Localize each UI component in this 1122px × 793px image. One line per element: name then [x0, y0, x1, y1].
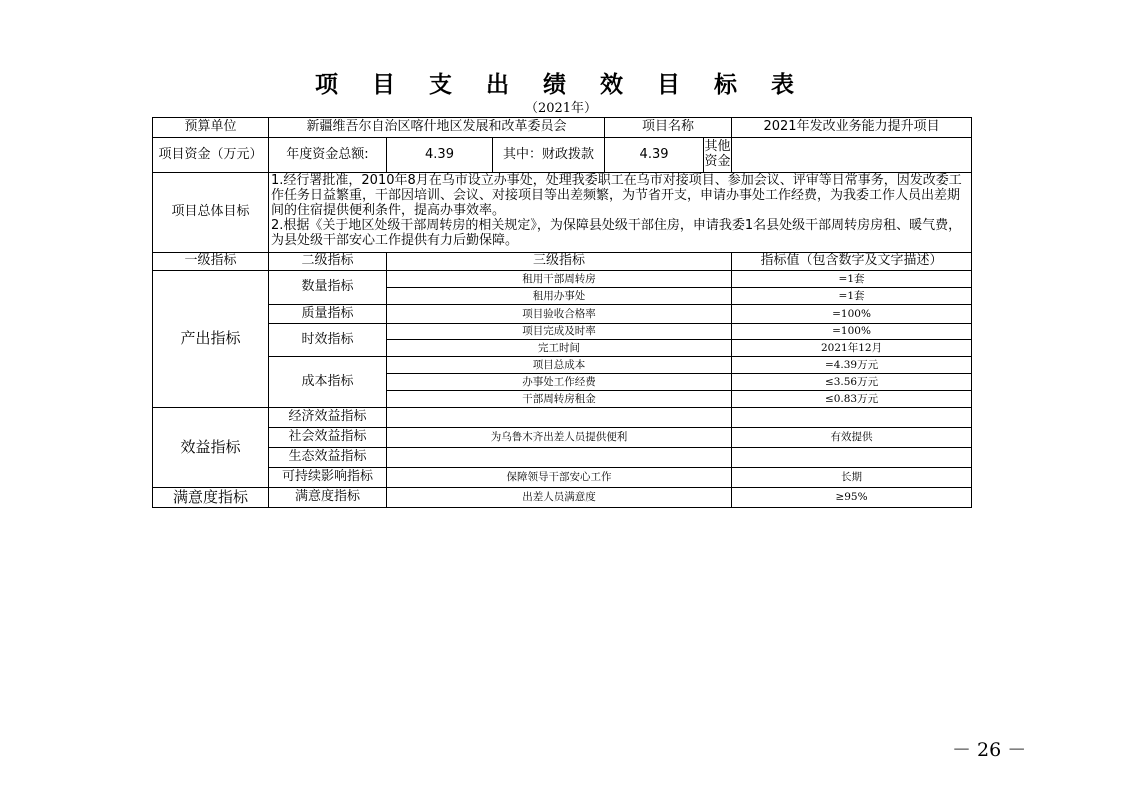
cost-label: 成本指标: [269, 357, 387, 408]
indicator-name: 保障领导干部安心工作: [387, 468, 732, 488]
table-row: [153, 408, 972, 428]
indicator-value: ≥95%: [732, 488, 972, 508]
table-row: [153, 305, 972, 324]
fiscal-value: 4.39: [639, 146, 669, 162]
indicator-name: 租用办事处: [387, 288, 732, 305]
indicator-value: [732, 448, 972, 468]
economic-label: 经济效益指标: [269, 408, 387, 428]
indicator-name: [387, 408, 732, 428]
indicator-name: 出差人员满意度: [387, 488, 732, 508]
funds-row: [153, 138, 972, 173]
indicator-value: ≤3.56万元: [732, 374, 972, 391]
table-row: [153, 324, 972, 340]
table-row: [153, 468, 972, 488]
column-header-row: [153, 253, 972, 271]
annual-total-value: 4.39: [387, 138, 493, 173]
other-funds-value: [732, 138, 972, 173]
indicator-value: =4.39万元: [732, 357, 972, 374]
indicator-value: 有效提供: [732, 428, 972, 448]
goal-text: [269, 173, 972, 253]
quality-label: 质量指标: [269, 305, 387, 324]
social-label: 社会效益指标: [269, 428, 387, 448]
fiscal-label: 其中：财政拨款: [493, 138, 605, 173]
satisfaction-label: 满意度指标: [153, 488, 269, 508]
indicator-value: =100%: [732, 324, 972, 340]
project-name-label: 项目名称: [605, 118, 732, 138]
page-title: 项 目 支 出 绩 效 目 标 表: [314, 71, 808, 98]
benefit-label: 效益指标: [153, 408, 269, 488]
fiscal-other-cell: [605, 138, 732, 173]
sustainable-label: 可持续影响指标: [269, 468, 387, 488]
project-name-value: 2021年发改业务能力提升项目: [732, 118, 972, 138]
table-row: [153, 488, 972, 508]
timeliness-label: 时效指标: [269, 324, 387, 357]
annual-total-label: 年度资金总额:: [269, 138, 387, 173]
indicator-name: 租用干部周转房: [387, 271, 732, 288]
year-subtitle: （2021年）: [524, 101, 598, 116]
col-value: 指标值（包含数字及文字描述）: [732, 253, 972, 271]
page-number: － 26 －: [952, 739, 1027, 761]
indicator-value: [732, 408, 972, 428]
budget-unit-label: 预算单位: [153, 118, 269, 138]
indicator-value: ≤0.83万元: [732, 391, 972, 408]
col-level2: 二级指标: [269, 253, 387, 271]
indicator-name: 项目完成及时率: [387, 324, 732, 340]
table-row: [153, 357, 972, 374]
budget-unit-value: 新疆维吾尔自治区喀什地区发展和改革委员会: [269, 118, 605, 138]
funds-label: 项目资金（万元）: [153, 138, 269, 173]
ecological-label: 生态效益指标: [269, 448, 387, 468]
table-row: [153, 448, 972, 468]
indicator-value: =100%: [732, 305, 972, 324]
other-funds-label: 其他资金: [703, 138, 731, 172]
col-level3: 三级指标: [387, 253, 732, 271]
indicator-name: 完工时间: [387, 340, 732, 357]
indicator-name: 办事处工作经费: [387, 374, 732, 391]
performance-target-table: [152, 117, 972, 508]
indicator-value: 2021年12月: [732, 340, 972, 357]
budget-unit-row: [153, 118, 972, 138]
indicator-name: 干部周转房租金: [387, 391, 732, 408]
goal-text-2: 2.根据《关于地区处级干部周转房的相关规定》，为保障县处级干部住房，申请我委1名县处级干部周转房房租、暖气费，为县处级干部安心工作提供有力后勤保障。: [271, 217, 962, 248]
indicator-name: [387, 448, 732, 468]
quantity-label: 数量指标: [269, 271, 387, 305]
indicator-value: =1套: [732, 288, 972, 305]
indicator-value: 长期: [732, 468, 972, 488]
satisfaction-sub-label: 满意度指标: [269, 488, 387, 508]
goal-text-1: 1.经行署批准，2010年8月在乌市设立办事处，处理我委职工在乌市对接项目、参加会议、评审等日常事务，因发改委工作任务日益繁重，干部因培训、会议、对接项目等出差频繁，为节省开支，申请办事处工作经费，为我委工作人员出差期间的住宿提供便利条件，提高办事效率。: [271, 173, 962, 218]
indicator-value: =1套: [732, 271, 972, 288]
indicator-name: 项目总成本: [387, 357, 732, 374]
output-label: 产出指标: [153, 271, 269, 408]
table-row: [153, 271, 972, 288]
goal-label: 项目总体目标: [153, 173, 269, 253]
goal-row: [153, 173, 972, 253]
indicator-name: 为乌鲁木齐出差人员提供便利: [387, 428, 732, 448]
indicator-name: 项目验收合格率: [387, 305, 732, 324]
table-row: [153, 428, 972, 448]
col-level1: 一级指标: [153, 253, 269, 271]
